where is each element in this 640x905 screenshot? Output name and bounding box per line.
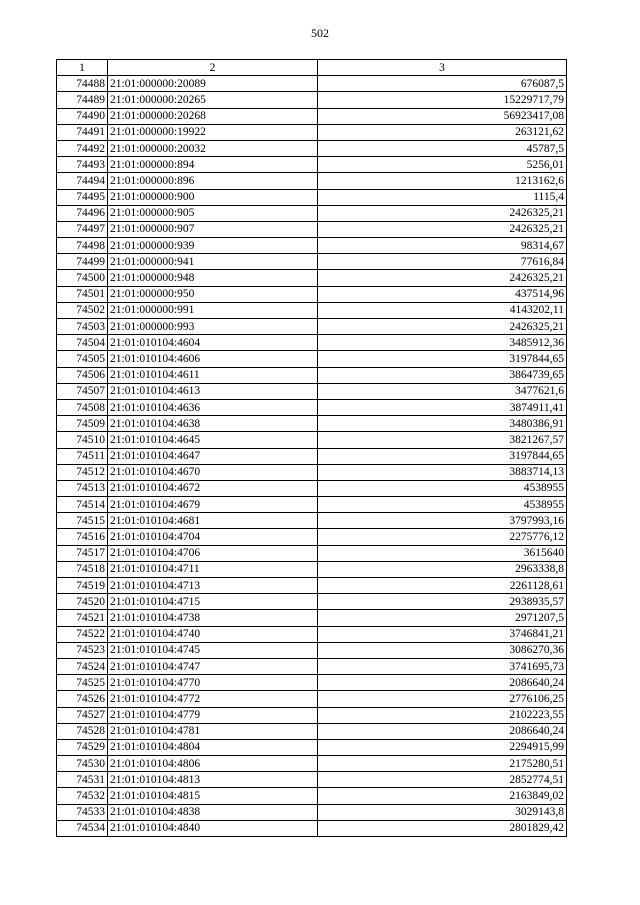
cadastral-value: 2426325,21	[318, 319, 567, 335]
table-row	[57, 140, 567, 156]
cadastral-number: 21:01:000000:939	[108, 238, 318, 254]
table-row	[57, 578, 567, 594]
row-number: 74508	[57, 399, 108, 415]
cadastral-value: 1115,4	[318, 189, 567, 205]
cadastral-value: 437514,96	[318, 286, 567, 302]
cadastral-value: 3197844,65	[318, 351, 567, 367]
cadastral-value: 3615640	[318, 545, 567, 561]
cadastral-number: 21:01:010104:4781	[108, 723, 318, 739]
cadastral-number: 21:01:010104:4704	[108, 529, 318, 545]
cadastral-value: 3741695,73	[318, 658, 567, 674]
table-row	[57, 480, 567, 496]
cadastral-number: 21:01:010104:4713	[108, 578, 318, 594]
cadastral-number: 21:01:010104:4706	[108, 545, 318, 561]
column-header-1: 1	[57, 60, 108, 76]
cadastral-number: 21:01:010104:4804	[108, 739, 318, 755]
cadastral-value: 3086270,36	[318, 642, 567, 658]
row-number: 74520	[57, 594, 108, 610]
row-number: 74497	[57, 221, 108, 237]
table-row	[57, 270, 567, 286]
table-row	[57, 92, 567, 108]
cadastral-value: 2776106,25	[318, 691, 567, 707]
cadastral-value: 2426325,21	[318, 205, 567, 221]
cadastral-number: 21:01:000000:948	[108, 270, 318, 286]
cadastral-value-table	[56, 59, 567, 837]
cadastral-number: 21:01:000000:993	[108, 319, 318, 335]
table-row	[57, 238, 567, 254]
cadastral-value: 98314,67	[318, 238, 567, 254]
cadastral-value: 263121,62	[318, 124, 567, 140]
cadastral-number: 21:01:010104:4747	[108, 658, 318, 674]
cadastral-value: 1213162,6	[318, 173, 567, 189]
cadastral-value: 4538955	[318, 480, 567, 496]
cadastral-value: 56923417,08	[318, 108, 567, 124]
cadastral-number: 21:01:010104:4645	[108, 432, 318, 448]
column-header-3: 3	[318, 60, 567, 76]
cadastral-value: 45787,5	[318, 140, 567, 156]
cadastral-number: 21:01:000000:19922	[108, 124, 318, 140]
cadastral-number: 21:01:010104:4611	[108, 367, 318, 383]
cadastral-value: 2963338,8	[318, 561, 567, 577]
cadastral-value: 3485912,36	[318, 335, 567, 351]
row-number: 74534	[57, 820, 108, 836]
cadastral-number: 21:01:000000:905	[108, 205, 318, 221]
cadastral-number: 21:01:010104:4638	[108, 416, 318, 432]
cadastral-number: 21:01:010104:4813	[108, 772, 318, 788]
table-row	[57, 804, 567, 820]
table-body	[57, 76, 567, 837]
table-row	[57, 545, 567, 561]
cadastral-value: 2938935,57	[318, 594, 567, 610]
cadastral-number: 21:01:000000:950	[108, 286, 318, 302]
cadastral-value: 2801829,42	[318, 820, 567, 836]
table-row	[57, 691, 567, 707]
cadastral-value: 2852774,51	[318, 772, 567, 788]
table-row	[57, 723, 567, 739]
row-number: 74495	[57, 189, 108, 205]
table-row	[57, 383, 567, 399]
table-row	[57, 626, 567, 642]
row-number: 74510	[57, 432, 108, 448]
row-number: 74507	[57, 383, 108, 399]
cadastral-number: 21:01:010104:4679	[108, 497, 318, 513]
cadastral-number: 21:01:010104:4604	[108, 335, 318, 351]
cadastral-value: 5256,01	[318, 157, 567, 173]
table-row	[57, 189, 567, 205]
row-number: 74515	[57, 513, 108, 529]
table-row	[57, 76, 567, 92]
table-row	[57, 529, 567, 545]
row-number: 74496	[57, 205, 108, 221]
row-number: 74492	[57, 140, 108, 156]
table-row	[57, 319, 567, 335]
cadastral-number: 21:01:000000:896	[108, 173, 318, 189]
row-number: 74505	[57, 351, 108, 367]
cadastral-value: 3477621,6	[318, 383, 567, 399]
table-row	[57, 772, 567, 788]
row-number: 74516	[57, 529, 108, 545]
table-row	[57, 513, 567, 529]
cadastral-value: 2086640,24	[318, 675, 567, 691]
row-number: 74489	[57, 92, 108, 108]
cadastral-value: 4143202,11	[318, 302, 567, 318]
table-row	[57, 497, 567, 513]
cadastral-number: 21:01:010104:4681	[108, 513, 318, 529]
table-row	[57, 594, 567, 610]
cadastral-value: 2294915,99	[318, 739, 567, 755]
row-number: 74531	[57, 772, 108, 788]
cadastral-number: 21:01:010104:4838	[108, 804, 318, 820]
table-row	[57, 707, 567, 723]
cadastral-number: 21:01:010104:4636	[108, 399, 318, 415]
cadastral-value: 2163849,02	[318, 788, 567, 804]
row-number: 74525	[57, 675, 108, 691]
cadastral-number: 21:01:010104:4606	[108, 351, 318, 367]
cadastral-number: 21:01:010104:4745	[108, 642, 318, 658]
row-number: 74511	[57, 448, 108, 464]
cadastral-number: 21:01:000000:20268	[108, 108, 318, 124]
table-row	[57, 432, 567, 448]
row-number: 74522	[57, 626, 108, 642]
row-number: 74533	[57, 804, 108, 820]
cadastral-number: 21:01:010104:4647	[108, 448, 318, 464]
cadastral-value: 2971207,5	[318, 610, 567, 626]
row-number: 74491	[57, 124, 108, 140]
table-header	[57, 60, 567, 76]
row-number: 74528	[57, 723, 108, 739]
row-number: 74501	[57, 286, 108, 302]
cadastral-value: 15229717,79	[318, 92, 567, 108]
cadastral-value: 2175280,51	[318, 756, 567, 772]
table-row	[57, 788, 567, 804]
cadastral-value: 4538955	[318, 497, 567, 513]
row-number: 74494	[57, 173, 108, 189]
cadastral-value: 3864739,65	[318, 367, 567, 383]
cadastral-value: 2086640,24	[318, 723, 567, 739]
cadastral-number: 21:01:010104:4715	[108, 594, 318, 610]
row-number: 74527	[57, 707, 108, 723]
cadastral-number: 21:01:000000:20265	[108, 92, 318, 108]
row-number: 74521	[57, 610, 108, 626]
cadastral-value: 3883714,13	[318, 464, 567, 480]
row-number: 74499	[57, 254, 108, 270]
cadastral-number: 21:01:000000:941	[108, 254, 318, 270]
row-number: 74509	[57, 416, 108, 432]
cadastral-value: 676087,5	[318, 76, 567, 92]
cadastral-number: 21:01:000000:894	[108, 157, 318, 173]
cadastral-number: 21:01:010104:4806	[108, 756, 318, 772]
cadastral-value: 3874911,41	[318, 399, 567, 415]
row-number: 74518	[57, 561, 108, 577]
cadastral-number: 21:01:010104:4779	[108, 707, 318, 723]
row-number: 74513	[57, 480, 108, 496]
cadastral-number: 21:01:010104:4672	[108, 480, 318, 496]
cadastral-value: 2426325,21	[318, 270, 567, 286]
table-row	[57, 157, 567, 173]
table-row	[57, 221, 567, 237]
table-row	[57, 108, 567, 124]
row-number: 74488	[57, 76, 108, 92]
cadastral-value: 3797993,16	[318, 513, 567, 529]
row-number: 74529	[57, 739, 108, 755]
table-row	[57, 254, 567, 270]
row-number: 74523	[57, 642, 108, 658]
cadastral-value: 2102223,55	[318, 707, 567, 723]
row-number: 74517	[57, 545, 108, 561]
table-row	[57, 561, 567, 577]
row-number: 74512	[57, 464, 108, 480]
row-number: 74532	[57, 788, 108, 804]
cadastral-number: 21:01:000000:900	[108, 189, 318, 205]
row-number: 74490	[57, 108, 108, 124]
cadastral-value: 3480386,91	[318, 416, 567, 432]
cadastral-number: 21:01:010104:4613	[108, 383, 318, 399]
table-row	[57, 351, 567, 367]
cadastral-value: 3197844,65	[318, 448, 567, 464]
row-number: 74500	[57, 270, 108, 286]
table-row	[57, 367, 567, 383]
table-row	[57, 739, 567, 755]
table-row	[57, 124, 567, 140]
row-number: 74524	[57, 658, 108, 674]
table-row	[57, 302, 567, 318]
cadastral-number: 21:01:010104:4740	[108, 626, 318, 642]
table-row	[57, 399, 567, 415]
column-header-2: 2	[108, 60, 318, 76]
row-number: 74530	[57, 756, 108, 772]
table-row	[57, 416, 567, 432]
cadastral-number: 21:01:010104:4840	[108, 820, 318, 836]
header-row	[57, 60, 567, 76]
table-row	[57, 658, 567, 674]
cadastral-number: 21:01:010104:4770	[108, 675, 318, 691]
row-number: 74493	[57, 157, 108, 173]
table-row	[57, 820, 567, 836]
cadastral-number: 21:01:010104:4711	[108, 561, 318, 577]
cadastral-value: 2426325,21	[318, 221, 567, 237]
cadastral-number: 21:01:010104:4772	[108, 691, 318, 707]
page-number: 502	[311, 26, 329, 40]
row-number: 74519	[57, 578, 108, 594]
row-number: 74506	[57, 367, 108, 383]
table-row	[57, 205, 567, 221]
cadastral-value: 3029143,8	[318, 804, 567, 820]
cadastral-number: 21:01:000000:20032	[108, 140, 318, 156]
cadastral-number: 21:01:000000:991	[108, 302, 318, 318]
row-number: 74498	[57, 238, 108, 254]
row-number: 74503	[57, 319, 108, 335]
table-row	[57, 286, 567, 302]
cadastral-value: 3821267,57	[318, 432, 567, 448]
row-number: 74504	[57, 335, 108, 351]
cadastral-number: 21:01:000000:20089	[108, 76, 318, 92]
table-row	[57, 675, 567, 691]
cadastral-value: 3746841,21	[318, 626, 567, 642]
table-row	[57, 642, 567, 658]
row-number: 74502	[57, 302, 108, 318]
table-row	[57, 335, 567, 351]
row-number: 74514	[57, 497, 108, 513]
cadastral-value: 77616,84	[318, 254, 567, 270]
table-row	[57, 464, 567, 480]
cadastral-number: 21:01:000000:907	[108, 221, 318, 237]
table-row	[57, 756, 567, 772]
cadastral-number: 21:01:010104:4738	[108, 610, 318, 626]
table-row	[57, 448, 567, 464]
cadastral-value: 2261128,61	[318, 578, 567, 594]
cadastral-number: 21:01:010104:4670	[108, 464, 318, 480]
cadastral-value: 2275776,12	[318, 529, 567, 545]
table-row	[57, 173, 567, 189]
cadastral-number: 21:01:010104:4815	[108, 788, 318, 804]
table-row	[57, 610, 567, 626]
row-number: 74526	[57, 691, 108, 707]
